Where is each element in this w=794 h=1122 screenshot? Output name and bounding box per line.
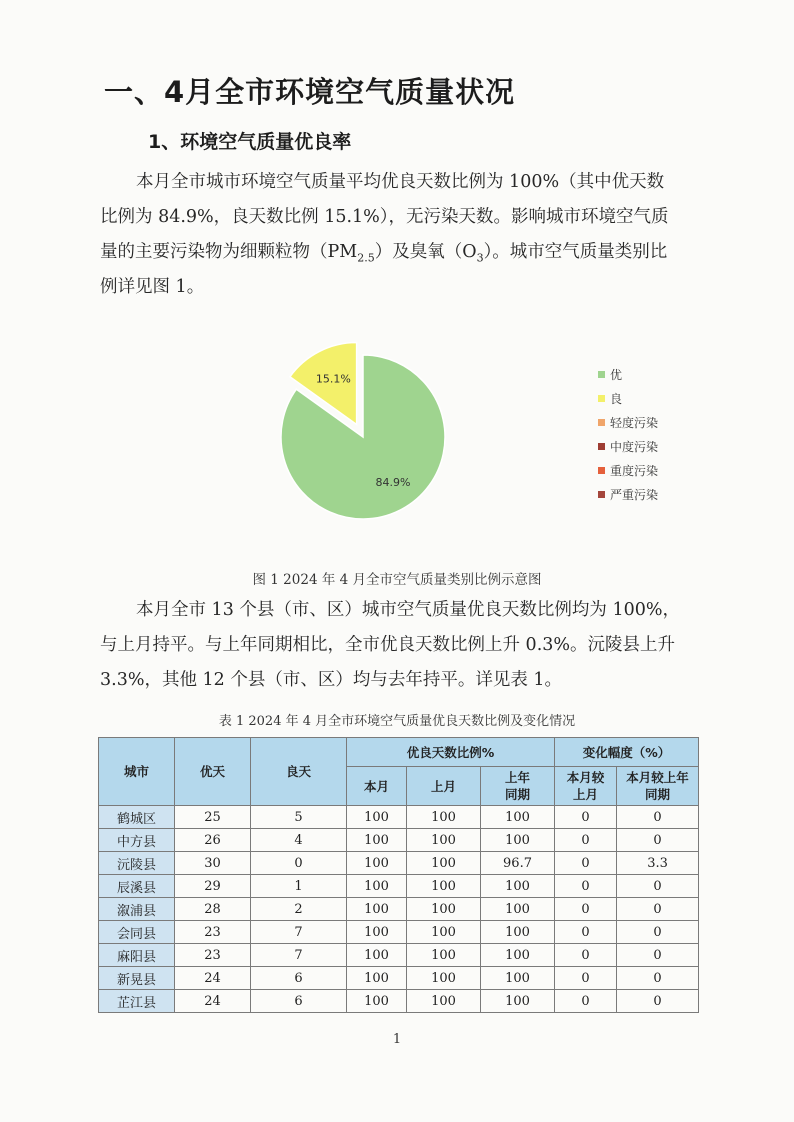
cell-this-month: 100 [347,898,407,921]
header-good-days: 良天 [251,738,347,806]
cell-vs-last-year: 0 [617,944,699,967]
cell-this-month: 100 [347,806,407,829]
cell-vs-last-month: 0 [555,967,617,990]
table-body [99,806,699,1013]
header-vs-last-month-line-2: 上月 [573,787,599,802]
header-last-year-line-1: 上年 [505,770,531,785]
pie-slices [281,343,445,519]
legend-heavy-pollution [598,462,658,479]
header-ratio-group: 优良天数比例% [347,738,555,767]
header-city: 城市 [99,738,175,806]
table-row [99,944,699,967]
legend-swatch [598,467,605,474]
cell-last-month: 100 [407,967,481,990]
cell-this-month: 100 [347,990,407,1013]
cell-vs-last-year: 0 [617,806,699,829]
o3-subscript: 3 [476,251,484,265]
legend-label: 轻度污染 [610,416,659,430]
legend-label: 严重污染 [610,488,659,502]
cell-vs-last-month: 0 [555,829,617,852]
cell-good-days: 1 [251,875,347,898]
cell-vs-last-month: 0 [555,898,617,921]
legend-excellent [598,366,622,383]
cell-city: 中方县 [99,829,175,852]
table-row [99,990,699,1013]
cell-vs-last-year: 0 [617,990,699,1013]
header-vs-last-month-line-1: 本月较 [566,770,605,785]
cell-vs-last-month: 0 [555,921,617,944]
paragraph-2-line-1: 本月全市 13 个县（市、区）城市空气质量优良天数比例均为 100%， [136,600,680,620]
cell-last-year: 100 [481,875,555,898]
section-heading: 一、4月全市环境空气质量状况 [104,75,516,109]
header-vs-last-year-line-2: 同期 [645,787,671,802]
cell-city: 芷江县 [99,990,175,1013]
cell-vs-last-month: 0 [555,875,617,898]
header-last-year-line-2: 同期 [505,787,531,802]
legend-label: 中度污染 [610,440,659,454]
cell-last-month: 100 [407,898,481,921]
cell-city: 新晃县 [99,967,175,990]
cell-last-year: 100 [481,898,555,921]
paragraph-1-line-3 [100,235,669,270]
table-row [99,852,699,875]
page-number: 1 [392,1032,402,1047]
paragraph-1 [100,165,669,305]
cell-vs-last-year: 0 [617,829,699,852]
header-this-month: 本月 [347,767,407,806]
cell-last-year: 100 [481,967,555,990]
paragraph-1-line-3-part-a: 量的主要污染物为细颗粒物（PM [100,242,358,262]
legend-swatch [598,371,605,378]
cell-good-days: 7 [251,944,347,967]
legend-good [598,390,622,407]
cell-last-month: 100 [407,806,481,829]
subsection-heading: 1、环境空气质量优良率 [148,131,352,153]
cell-last-year: 100 [481,829,555,852]
table-caption: 表 1 2024 年 4 月全市环境空气质量优良天数比例及变化情况 [218,714,576,729]
legend-swatch [598,395,605,402]
cell-city: 溆浦县 [99,898,175,921]
legend-swatch [598,419,605,426]
cell-last-year: 96.7 [481,852,555,875]
cell-excellent-days: 24 [175,990,251,1013]
cell-good-days: 2 [251,898,347,921]
cell-this-month: 100 [347,921,407,944]
table-row [99,898,699,921]
cell-excellent-days: 24 [175,967,251,990]
legend-swatch [598,491,605,498]
paragraph-2 [100,593,680,698]
legend-label: 良 [610,392,623,406]
table-row [99,967,699,990]
cell-city: 会同县 [99,921,175,944]
table-row [99,806,699,829]
paragraph-2-line-2: 与上月持平。与上年同期相比，全市优良天数比例上升 0.3%。沅陵县上升 [100,635,676,655]
cell-excellent-days: 28 [175,898,251,921]
cell-vs-last-year: 0 [617,898,699,921]
legend-severe-pollution [598,486,658,503]
cell-city: 沅陵县 [99,852,175,875]
cell-vs-last-year: 3.3 [617,852,699,875]
cell-this-month: 100 [347,852,407,875]
legend-swatch [598,443,605,450]
cell-this-month: 100 [347,829,407,852]
cell-vs-last-year: 0 [617,875,699,898]
cell-city: 辰溪县 [99,875,175,898]
header-last-year [481,767,555,806]
paragraph-1-line-4: 例详见图 1。 [100,277,205,297]
cell-vs-last-year: 0 [617,967,699,990]
cell-good-days: 0 [251,852,347,875]
header-vs-last-year [617,767,699,806]
cell-last-year: 100 [481,806,555,829]
cell-excellent-days: 30 [175,852,251,875]
cell-city: 鹤城区 [99,806,175,829]
cell-last-month: 100 [407,944,481,967]
cell-last-year: 100 [481,944,555,967]
cell-good-days: 5 [251,806,347,829]
legend-label: 优 [610,368,623,382]
table-row [99,829,699,852]
cell-this-month: 100 [347,967,407,990]
table-row [99,875,699,898]
cell-last-month: 100 [407,990,481,1013]
cell-vs-last-month: 0 [555,990,617,1013]
legend-label: 重度污染 [610,464,659,478]
cell-vs-last-month: 0 [555,852,617,875]
cell-excellent-days: 26 [175,829,251,852]
cell-vs-last-month: 0 [555,806,617,829]
cell-vs-last-month: 0 [555,944,617,967]
legend-light-pollution [598,414,658,431]
cell-good-days: 6 [251,990,347,1013]
paragraph-1-line-3-part-b: ）及臭氧（O [374,242,477,262]
table-row [99,921,699,944]
cell-last-month: 100 [407,852,481,875]
paragraph-1-line-1: 本月全市城市环境空气质量平均优良天数比例为 100%（其中优天数 [136,172,665,192]
paragraph-2-line-3: 3.3%，其他 12 个县（市、区）均与去年持平。详见表 1。 [100,670,563,690]
cell-excellent-days: 29 [175,875,251,898]
cell-good-days: 7 [251,921,347,944]
pie-label-good: 15.1% [315,372,351,386]
cell-last-month: 100 [407,875,481,898]
figure-caption: 图 1 2024 年 4 月全市空气质量类别比例示意图 [252,572,542,588]
cell-city: 麻阳县 [99,944,175,967]
cell-last-year: 100 [481,990,555,1013]
cell-last-month: 100 [407,829,481,852]
header-change-group: 变化幅度（%） [555,738,699,767]
cell-vs-last-year: 0 [617,921,699,944]
pie-label-excellent: 84.9% [375,476,411,489]
header-excellent-days: 优天 [175,738,251,806]
header-vs-last-month [555,767,617,806]
cell-last-year: 100 [481,921,555,944]
header-vs-last-year-line-1: 本月较上年 [626,770,689,785]
cell-excellent-days: 23 [175,921,251,944]
legend-moderate-pollution [598,438,658,455]
data-table [98,737,698,1009]
paragraph-1-line-2: 比例为 84.9%，良天数比例 15.1%），无污染天数。影响城市环境空气质 [100,207,669,227]
cell-good-days: 4 [251,829,347,852]
cell-good-days: 6 [251,967,347,990]
pm25-subscript: 2.5 [357,251,375,265]
header-last-month: 上月 [407,767,481,806]
paragraph-1-line-3-part-c: ）。城市空气质量类别比 [483,242,668,262]
cell-excellent-days: 25 [175,806,251,829]
cell-this-month: 100 [347,875,407,898]
cell-this-month: 100 [347,944,407,967]
cell-last-month: 100 [407,921,481,944]
cell-excellent-days: 23 [175,944,251,967]
